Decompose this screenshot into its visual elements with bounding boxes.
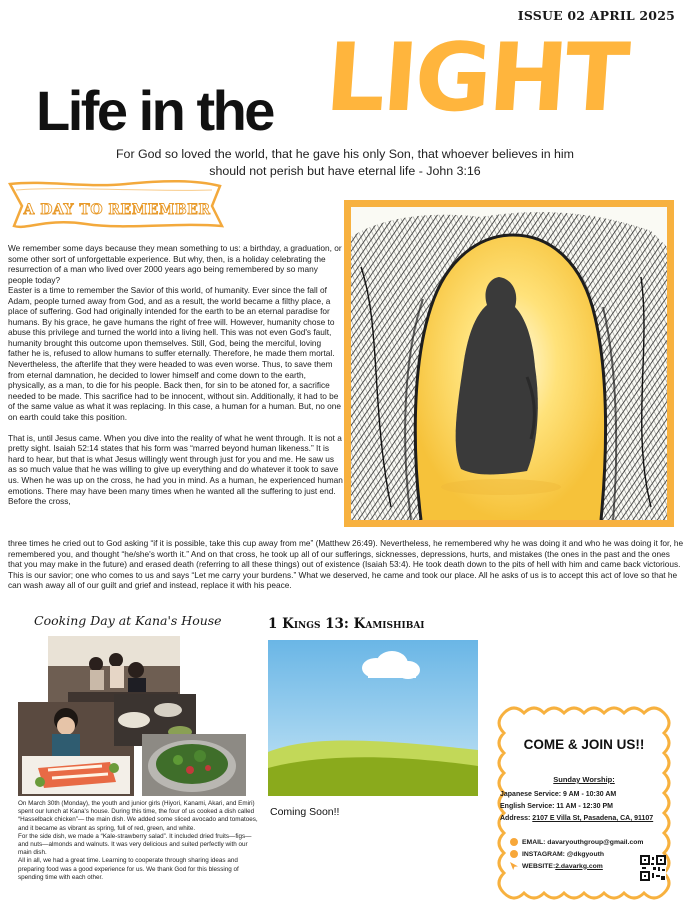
cooking-paragraph-1: On March 30th (Monday), the youth and junior girls (Hiyori, Kanami, Akari, and Emiri) spent our lunch at Kana's house. During this time, the four of us cooked a dish called “Hasselback chicken”— the main dish. We added some sliced avocado and tomatoes, and it became as vibrant as spring, full of red, green, and white. <box>18 800 258 832</box>
verse-line-1: For God so loved the world, that he gave his only Son, that whoever believes in him <box>115 147 575 161</box>
email-icon <box>510 838 518 846</box>
website-label: WEBSITE: <box>522 862 556 870</box>
masthead <box>36 24 676 143</box>
verse-john-3-16 <box>80 146 610 180</box>
banner-label: A DAY TO REMEMBER <box>23 202 211 218</box>
photo-kale-salad <box>142 734 246 796</box>
qr-code-icon[interactable] <box>640 855 666 881</box>
website-link[interactable]: 2.davarkg.com <box>555 862 603 870</box>
kings-title: 1 Kings 13: Kamishibai <box>268 616 425 632</box>
join-title: COME & JOIN US!! <box>523 737 645 752</box>
come-join-us-box <box>486 703 682 907</box>
cooking-paragraph-2: For the side dish, we made a “Kale-strawberry salad”. It included dried fruits—figs—and nuts—almonds and walnuts. It was very delicious and suited perfectly with our main dish. <box>18 832 252 857</box>
feature-paragraph-3-continued: three times he cried out to God asking “if it is possible, take this cup away from me” (Matthew 26:49). Nevertheless, he remembered why he was doing it and who he was doing it for, he remembered you, and thought “he/she's worth it.” And on that cross, he took up all of our sufferings, sicknesses, depressions, hurts, and mistakes (the ones in the past and the ones that you may make in the future) and erased death (referring to all these things) out of existence (Isaiah 53:4). He took death down to the pits of hell with him and came back victorious. This is our savior; one who comes to us and says “Let me carry your burdens.” What we deserved, he came and took our place. All he asks of us is to accept this act of love so that he can wash away all of our guilt and grief and instead, replace it with his peace. <box>8 538 684 591</box>
cooking-paragraph-3: All in all, we had a great time. Learning to cooperate through sharing ideas and preparing food was a good experience for us. We thank God for this blessing of spending time with each other. <box>18 857 239 881</box>
resurrection-illustration <box>344 200 674 527</box>
kamishibai-placeholder-image <box>268 640 478 796</box>
coming-soon-text: Coming Soon!! <box>270 806 340 818</box>
instagram-icon <box>510 850 518 858</box>
title-life-in-the: Life in the <box>36 79 273 142</box>
cooking-article <box>18 800 258 882</box>
cursor-icon <box>510 862 518 870</box>
tomb-illustration <box>351 207 667 520</box>
address-label: Address: <box>500 815 533 822</box>
title-light: LIGHT <box>322 24 630 133</box>
website-row <box>510 862 603 870</box>
instagram-row <box>510 850 604 858</box>
instagram-text[interactable]: INSTAGRAM: @dkgyouth <box>522 850 605 858</box>
email-text[interactable]: EMAIL: davaryouthgroup@gmail.com <box>522 838 644 846</box>
sunday-worship-heading: Sunday Worship: <box>553 775 615 784</box>
verse-line-2: should not perish but have eternal life - John 3:16 <box>209 164 481 178</box>
email-row <box>510 838 643 846</box>
feature-paragraph-3: That is, until Jesus came. When you dive into the reality of what he went through. It is not a pretty sight. Isaiah 52:14 states that his form was “marred beyond human likeness.” It is hard to hear, but that is what Jesus willingly went through just for you and me. He saw us as so much value that he was willing to give up everything and do whatever it took to save us. When he was up on the cross, he had you in mind. As a human, he experienced human emotions. There may have been many times when he wanted all the suffering to just end. Before the cross, <box>8 432 343 507</box>
issue-date: ISSUE 02 APRIL 2025 <box>517 8 675 23</box>
english-service: English Service: 11 AM - 12:30 PM <box>500 803 613 810</box>
japanese-service: Japanese Service: 9 AM - 10:30 AM <box>500 791 617 798</box>
address-line <box>500 815 672 822</box>
feature-article <box>8 243 344 507</box>
cooking-title: Cooking Day at Kana's House <box>34 613 222 628</box>
address-link[interactable]: 2107 E Villa St, Pasadena, CA, 91107 <box>532 815 654 822</box>
feature-paragraph-2: Easter is a time to remember the Savior of this world, of humanity. Ever since the fall of Adam, people turned away from God, and as a result, the world became a filthy place, a place of suffering. God had originally intended for the earth to be an eternal paradise for humans. By his grace, he gave humans the right of free will. However, humanity chose to abuse this privilege and turned the world into a living hell. This was not even God's fault, humanity brought this outcome upon themselves. Still, God, being the merciful, loving father he is, refused to allow humans to suffer eternally. Therefore, he made them mortal. Nevertheless, the afterlife that they were headed to was even worse. Thus, to save them from eternal damnation, he decided to lower himself and come down to the earth, physically, as a man, to die for his people. Back then, for sin to be atoned for, a sacrifice needed to be made. This sacrifice had to be innocent, without sin. Additionally, it had to be of the same value as what it was replacing. In this case, a human for a human. But, no one on earth could take this position. <box>8 285 341 422</box>
feature-paragraph-1: We remember some days because they mean something to us: a birthday, a graduation, or some other sort of unforgettable experience. But why, then, is a holiday celebrating the resurrection of a man who lived over 2000 years ago being remembered by so many people today? <box>8 243 342 285</box>
cooking-photo-collage <box>18 636 246 796</box>
day-to-remember-banner <box>6 178 228 234</box>
